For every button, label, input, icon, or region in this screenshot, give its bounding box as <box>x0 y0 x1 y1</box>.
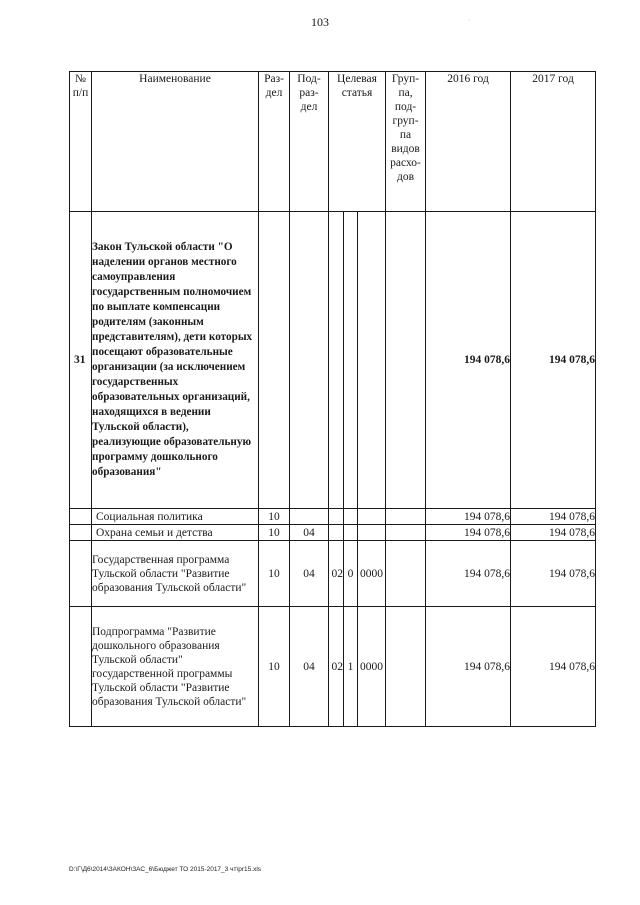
col-header-2016: 2016 год <box>426 72 511 212</box>
table-row <box>70 212 596 509</box>
row-subsection: 04 <box>290 525 329 541</box>
row-value-2016: 194 078,6 <box>426 212 511 509</box>
row-subsection <box>290 212 329 509</box>
row-target-program: 02 <box>329 541 344 607</box>
row-name: Охрана семьи и детства <box>92 525 259 541</box>
row-target-subprogram <box>344 509 358 525</box>
row-expense-group <box>386 525 426 541</box>
row-subsection: 04 <box>290 607 329 727</box>
row-value-2016: 194 078,6 <box>426 509 511 525</box>
row-value-2016: 194 078,6 <box>426 525 511 541</box>
row-expense-group <box>386 541 426 607</box>
row-target-program <box>329 212 344 509</box>
row-target-direction <box>358 509 386 525</box>
row-target-subprogram <box>344 212 358 509</box>
row-number <box>70 541 92 607</box>
col-header-number: № п/п <box>70 72 92 212</box>
row-name: Подпрограмма "Развитие дошкольного образования Тульской области" государственной программы Тульской области "Развитие образования Тульской области" <box>92 607 259 727</box>
col-header-name: Наименование <box>92 72 259 212</box>
row-target-program <box>329 509 344 525</box>
col-header-subsection: Под- раз- дел <box>290 72 329 212</box>
row-target-direction <box>358 212 386 509</box>
row-target-program <box>329 525 344 541</box>
row-target-subprogram: 1 <box>344 607 358 727</box>
row-name: Закон Тульской области "О наделении органов местного самоуправления государственным полномочием по выплате компенсации родителям (законным представителям), дети которых посещают образовательные организации (за исключением государственных образовательных организаций, находящихся в ведении Тульской области), реализующие образовательную программу дошкольного образования" <box>92 212 259 509</box>
budget-table <box>69 71 596 727</box>
row-section <box>259 212 290 509</box>
table-row <box>70 509 596 525</box>
row-expense-group <box>386 212 426 509</box>
row-target-subprogram <box>344 525 358 541</box>
col-header-expense-group: Груп- па, под- груп- па видов расхо- дов <box>386 72 426 212</box>
row-value-2016: 194 078,6 <box>426 607 511 727</box>
row-value-2016: 194 078,6 <box>426 541 511 607</box>
row-target-subprogram: 0 <box>344 541 358 607</box>
row-number <box>70 525 92 541</box>
row-expense-group <box>386 509 426 525</box>
row-target-direction: 0000 <box>358 541 386 607</box>
row-name: Государственная программа Тульской области "Развитие образования Тульской области" <box>92 541 259 607</box>
table-row <box>70 525 596 541</box>
row-target-direction <box>358 525 386 541</box>
row-value-2017: 194 078,6 <box>511 525 596 541</box>
row-value-2017: 194 078,6 <box>511 509 596 525</box>
table-row <box>70 541 596 607</box>
file-path-footer: D:\Г\Д6\2014\ЗАКОН\ЗАС_6\Бюджет ТО 2015-2017_3 чт\pr15.xls <box>69 866 262 873</box>
row-target-direction: 0000 <box>358 607 386 727</box>
scan-mark: · <box>468 18 470 24</box>
row-number: 31 <box>70 212 92 509</box>
table-row <box>70 607 596 727</box>
row-subsection: 04 <box>290 541 329 607</box>
row-value-2017: 194 078,6 <box>511 212 596 509</box>
col-header-section: Раз- дел <box>259 72 290 212</box>
row-section: 10 <box>259 509 290 525</box>
row-value-2017: 194 078,6 <box>511 607 596 727</box>
row-section: 10 <box>259 541 290 607</box>
row-number <box>70 509 92 525</box>
row-number <box>70 607 92 727</box>
col-header-2017: 2017 год <box>511 72 596 212</box>
table-header-row <box>70 72 596 212</box>
row-name: Социальная политика <box>92 509 259 525</box>
page-number: 103 <box>311 15 329 29</box>
row-section: 10 <box>259 525 290 541</box>
row-expense-group <box>386 607 426 727</box>
row-target-program: 02 <box>329 607 344 727</box>
row-value-2017: 194 078,6 <box>511 541 596 607</box>
row-subsection <box>290 509 329 525</box>
col-header-target-article: Целевая статья <box>329 72 386 212</box>
row-section: 10 <box>259 607 290 727</box>
